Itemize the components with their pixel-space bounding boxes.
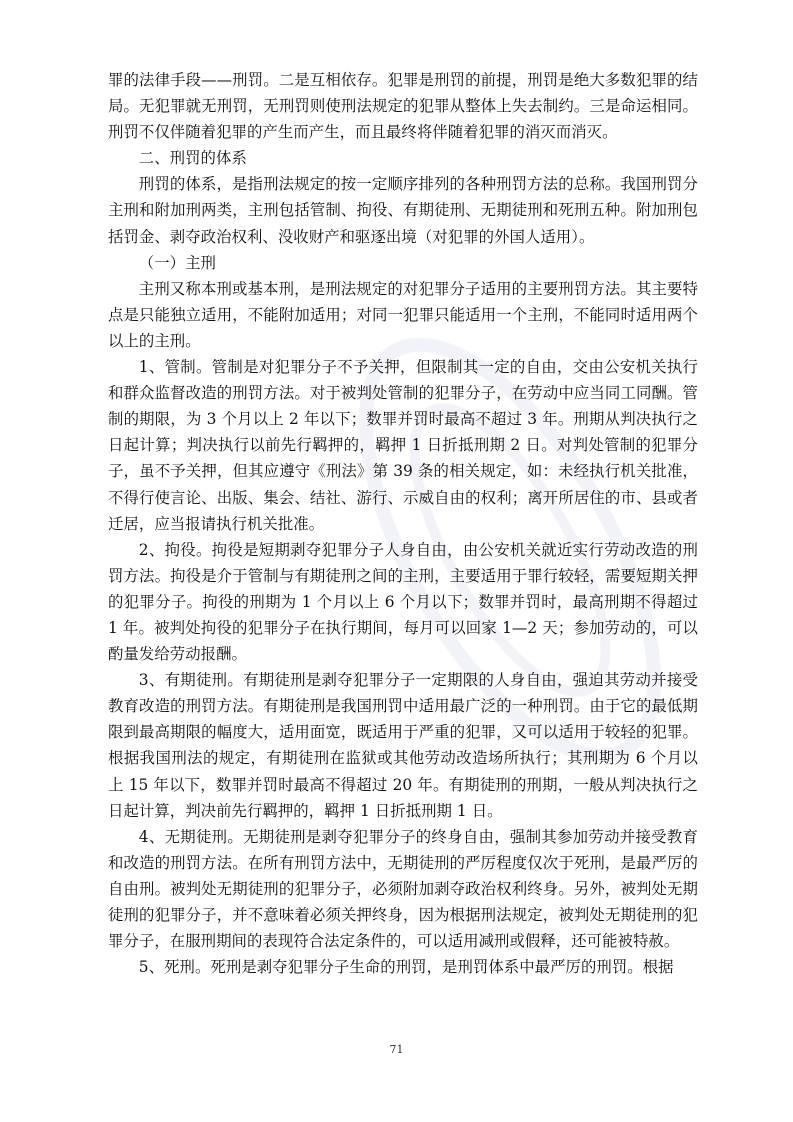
section-heading-penalty-system: 二、刑罚的体系	[138, 149, 247, 168]
paragraph-principal-penalty: 主刑又称本刑或基本刑，是刑法规定的对犯罪分子适用的主要刑罚方法。其主要特点是只能独立适用，不能附加适用；对同一犯罪只能适用一个主刑，不能同时适用两个以上的主刑。	[108, 279, 698, 350]
paragraph-control: 1、管制。管制是对犯罪分子不予关押，但限制其一定的自由，交由公安机关执行和群众监督改造的刑罚方法。对于被判处管制的犯罪分子，在劳动中应当同工同酬。管制的期限，为 3 个月以上 2 年以下；数罪并罚时最高不超过 3 年。刑期从判决执行之日起计算；判决执行以前先行羁押的，羁押 1 日折抵刑期 2 日。对判处管制的犯罪分子，虽不予关押，但其应遵守《刑法》第 39 条的相关规定，如：未经执行机关批准，不得行使言论、出版、集会、结社、游行、示威自由的权利；离开所居住的市、县或者迁居，应当报请执行机关批准。	[108, 358, 698, 533]
paragraph-fixed-term: 3、有期徒刑。有期徒刑是剥夺犯罪分子一定期限的人身自由，强迫其劳动并接受教育改造的刑罚方法。有期徒刑是我国刑罚中适用最广泛的一种刑罚。由于它的最低期限到最高期限的幅度大，适用面宽，既适用于严重的犯罪，又可以适用于较轻的犯罪。根据我国刑法的规定，有期徒刑在监狱或其他劳动改造场所执行；其刑期为 6 个月以上 15 年以下，数罪并罚时最高不得超过 20 年。有期徒刑的刑期，一般从判决执行之日起计算，判决前先行羁押的，羁押 1 日折抵刑期 1 日。	[108, 671, 698, 820]
page-number: 71	[389, 1043, 404, 1056]
document-body	[108, 67, 698, 980]
paragraph-life-imprisonment: 4、无期徒刑。无期徒刑是剥夺犯罪分子的终身自由，强制其参加劳动并接受教育和改造的刑罚方法。在所有刑罚方法中，无期徒刑的严厉程度仅次于死刑，是最严厉的自由刑。被判处无期徒刑的犯罪分子，必须附加剥夺政治权利终身。另外，被判处无期徒刑的犯罪分子，并不意味着必须关押终身，因为根据刑法规定，被判处无期徒刑的犯罪分子，在服刑期间的表现符合法定条件的，可以适用减刑或假释，还可能被特赦。	[108, 827, 698, 951]
paragraph-continuation: 罪的法律手段——刑罚。二是互相依存。犯罪是刑罚的前提，刑罚是绝大多数犯罪的结局。无犯罪就无刑罚，无刑罚则使刑法规定的犯罪从整体上失去制约。三是命运相同。刑罚不仅伴随着犯罪的产生而产生，而且最终将伴随着犯罪的消灭而消灭。	[108, 71, 698, 142]
paragraph-death-penalty: 5、死刑。死刑是剥夺犯罪分子生命的刑罚，是刑罚体系中最严厉的刑罚。根据	[138, 958, 674, 977]
paragraph-penalty-system: 刑罚的体系，是指刑法规定的按一定顺序排列的各种刑罚方法的总称。我国刑罚分主刑和附加刑两类，主刑包括管制、拘役、有期徒刑、无期徒刑和死刑五种。附加刑包括罚金、剥夺政治权利、没收财产和驱逐出境（对犯罪的外国人适用）。	[108, 175, 698, 246]
subsection-heading-principal-penalty: （一）主刑	[138, 253, 217, 272]
paragraph-detention: 2、拘役。拘役是短期剥夺犯罪分子人身自由，由公安机关就近实行劳动改造的刑罚方法。拘役是介于管制与有期徒刑之间的主刑，主要适用于罪行较轻，需要短期关押的犯罪分子。拘役的刑期为 1 个月以上 6 个月以下；数罪并罚时，最高刑期不得超过 1 年。被判处拘役的犯罪分子在执行期间，每月可以回家 1—2 天；参加劳动的，可以酌量发给劳动报酬。	[108, 540, 698, 664]
